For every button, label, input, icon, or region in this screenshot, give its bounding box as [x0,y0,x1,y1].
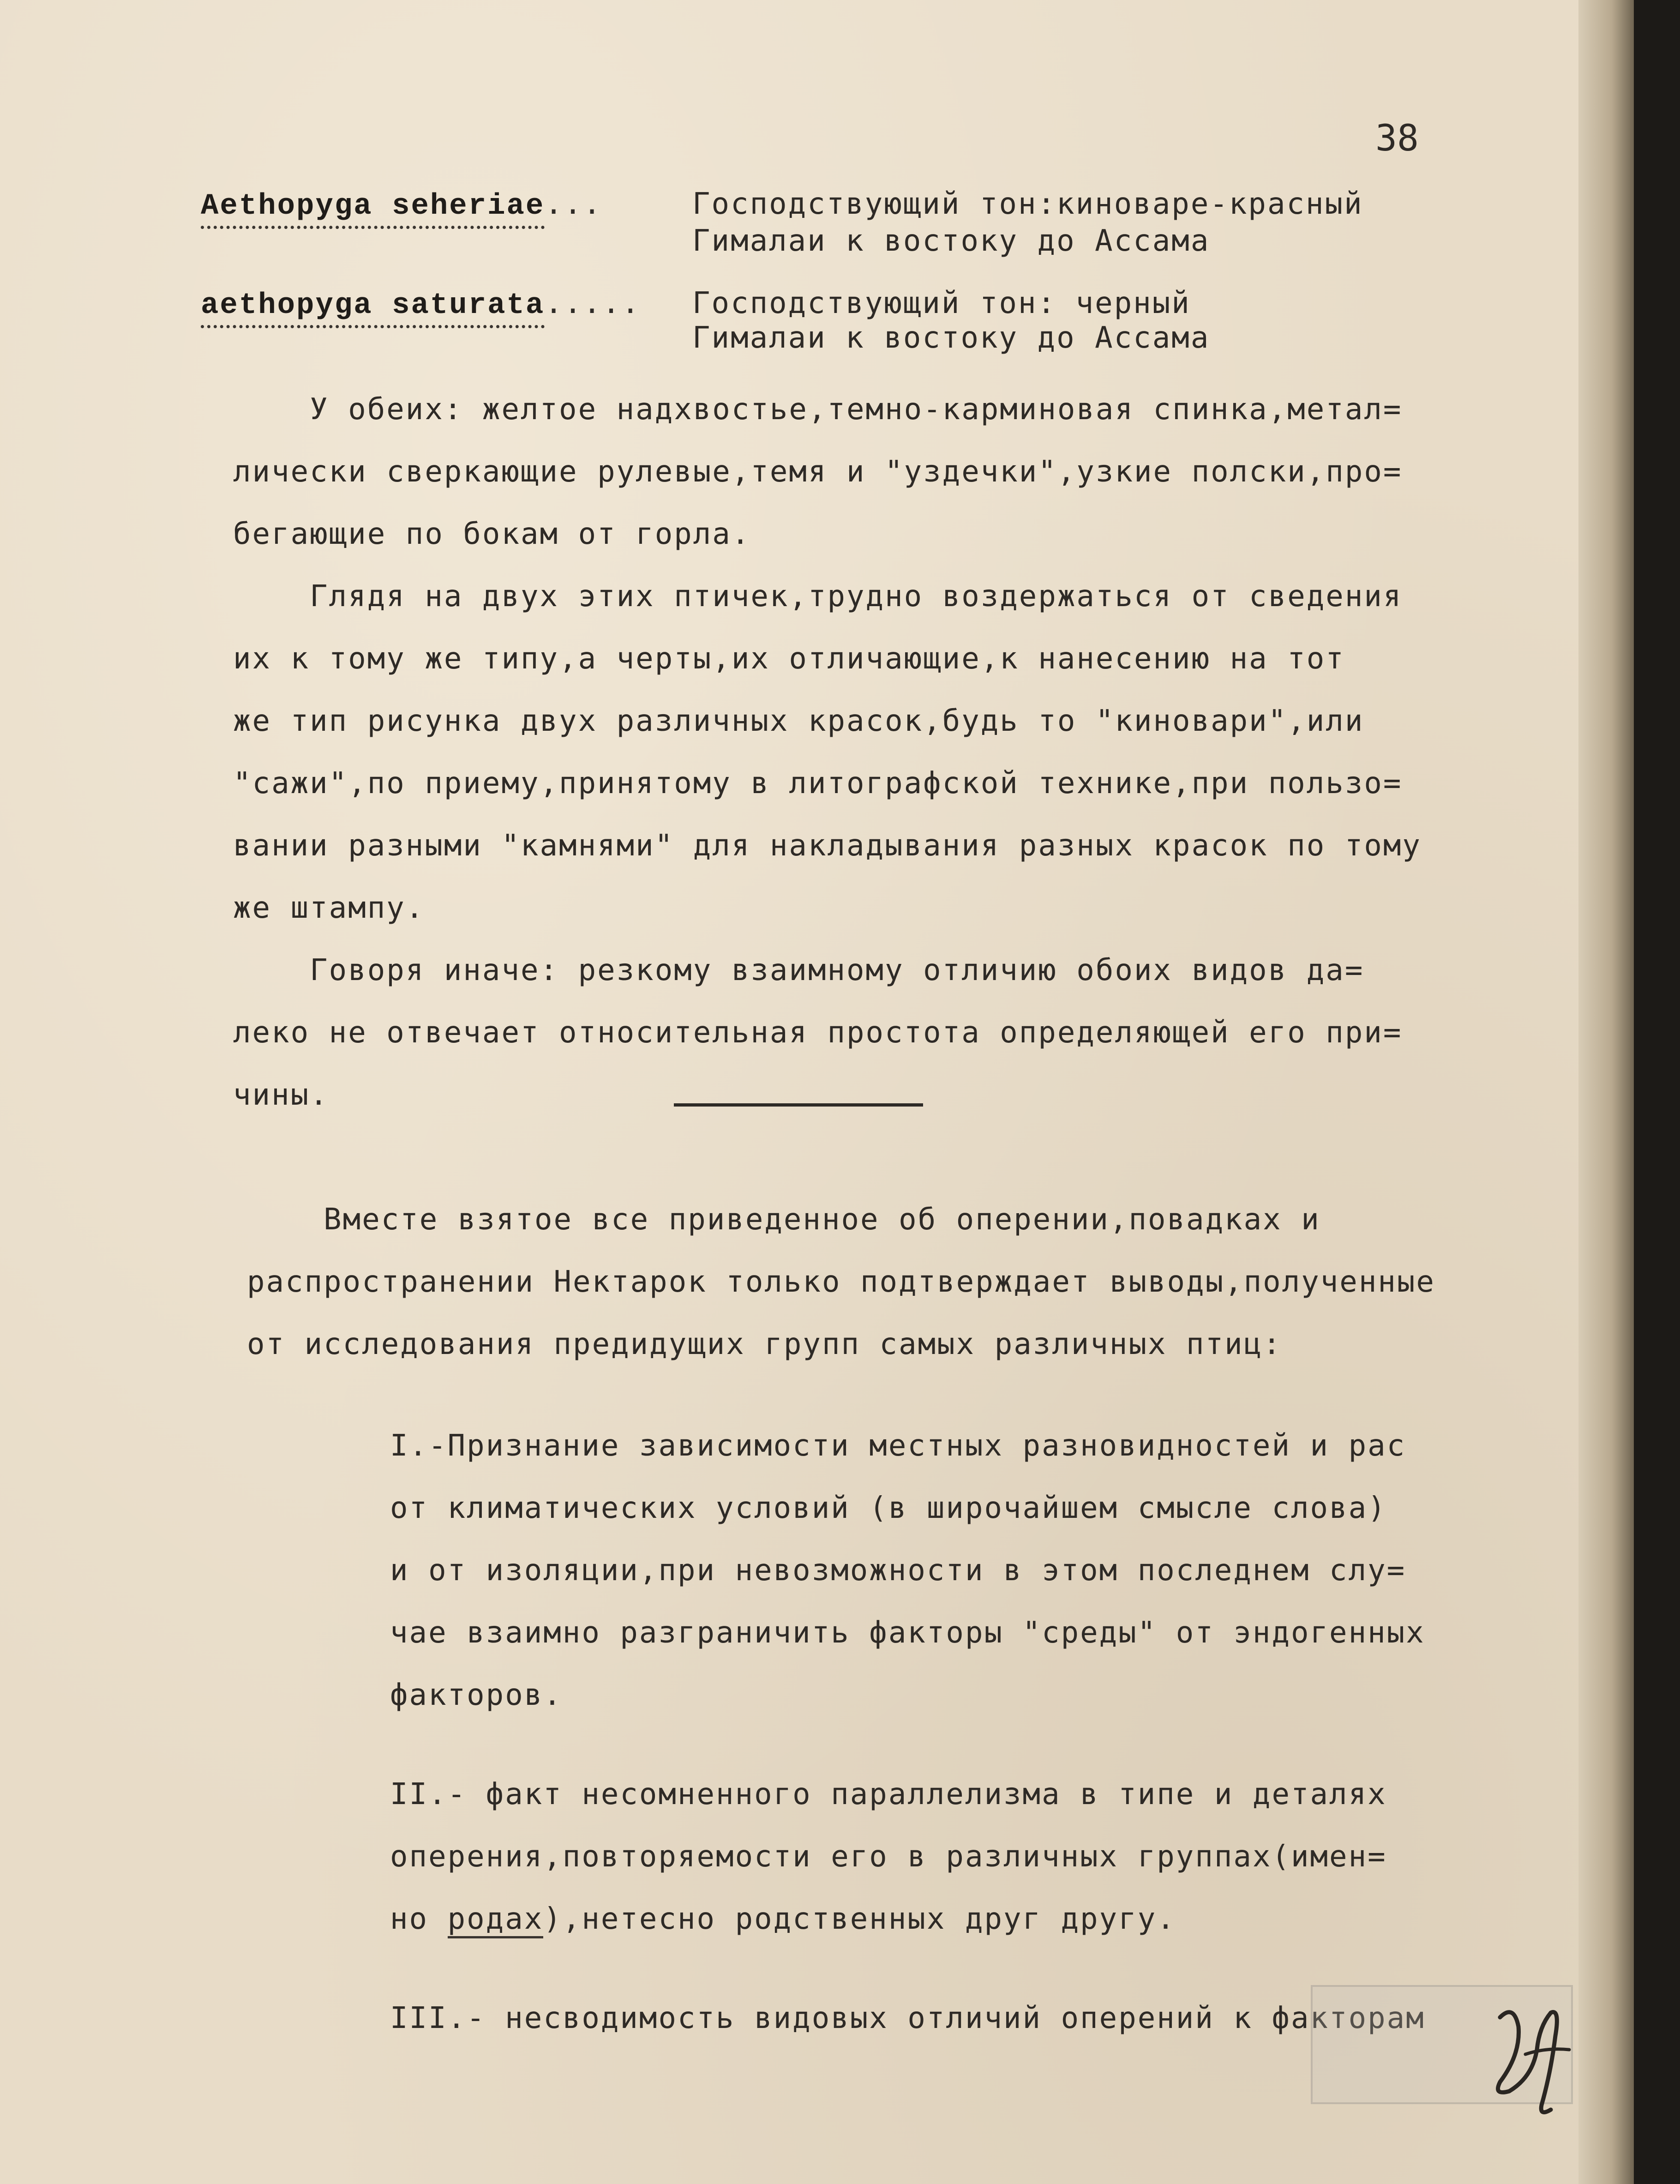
scan-background [1634,0,1680,2184]
text-line: от исследования предидущих групп самых различных птиц: [247,1327,1282,1361]
species-range-1: Гималаи к востоку до Ассама [692,224,1210,258]
text-line: вании разными "камнями" для накладывания разных красок по тому [233,829,1422,863]
section-divider [674,1103,923,1107]
text-line: чины. [233,1078,329,1112]
point-line: II.- факт несомненного параллелизма в типе и деталях [390,1777,1387,1811]
species-tone-1: Господствующий тон:киноваре-красный [692,187,1363,221]
point-line: и от изоляции,при невозможности в этом последнем слу= [390,1553,1406,1588]
species-entry-1 [201,187,602,223]
point-line: от климатических условий (в широчайшем смысле слова) [390,1491,1387,1525]
underlined-word: родах [448,1902,544,1938]
point-line: III.- несводимость видовых отличий оперений к факторам [390,2001,1425,2035]
text-line: же тип рисунка двух различных красок,будь то "киновари",или [233,704,1364,738]
text-fragment: но [390,1902,448,1936]
text-line: "сажи",по приему,принятому в литографской технике,при пользо= [233,766,1403,800]
page-number: 38 [1375,118,1419,159]
leader-dots: ... [545,187,602,221]
text-line: Вместе взятое все приведенное об оперении,повадках и [247,1203,1320,1237]
text-line: бегающие по бокам от горла. [233,517,751,551]
point-line [390,1902,1176,1936]
text-line: лически сверкающие рулевые,темя и "уздечки",узкие полски,про= [233,455,1403,489]
page-edge [1578,0,1634,2184]
species-tone-2: Господствующий тон: черный [692,286,1191,320]
text-line: Глядя на двух этих птичек,трудно воздержаться от сведения [233,579,1403,614]
text-line: их к тому же типу,а черты,их отличающие,к нанесению на тот [233,642,1345,676]
handwritten-mark [1482,1999,1583,2124]
text-line: Говоря иначе: резкому взаимному отличию обоих видов да= [233,953,1364,987]
text-line: У обеих: желтое надхвостье,темно-карминовая спинка,метал= [233,392,1403,427]
text-line: распространении Нектарок только подтверждает выводы,полученные [247,1265,1435,1299]
point-line: оперения,повторяемости его в различных группах(имен= [390,1840,1387,1874]
point-line: чае взаимно разграничить факторы "среды" от эндогенных [390,1616,1425,1650]
species-range-2: Гималаи к востоку до Ассама [692,321,1210,355]
species-name: Aethopyga seheriae [201,190,545,229]
text-line: же штампу. [233,891,425,925]
point-line: факторов. [390,1678,563,1712]
text-line: леко не отвечает относительная простота определяющей его при= [233,1016,1403,1050]
point-line: I.-Признание зависимости местных разновидностей и рас [390,1429,1406,1463]
species-entry-2 [201,286,641,322]
leader-dots: ..... [545,286,641,320]
text-fragment: ),нетесно родственных друг другу. [543,1902,1176,1936]
species-name: aethopyga saturata [201,289,545,328]
